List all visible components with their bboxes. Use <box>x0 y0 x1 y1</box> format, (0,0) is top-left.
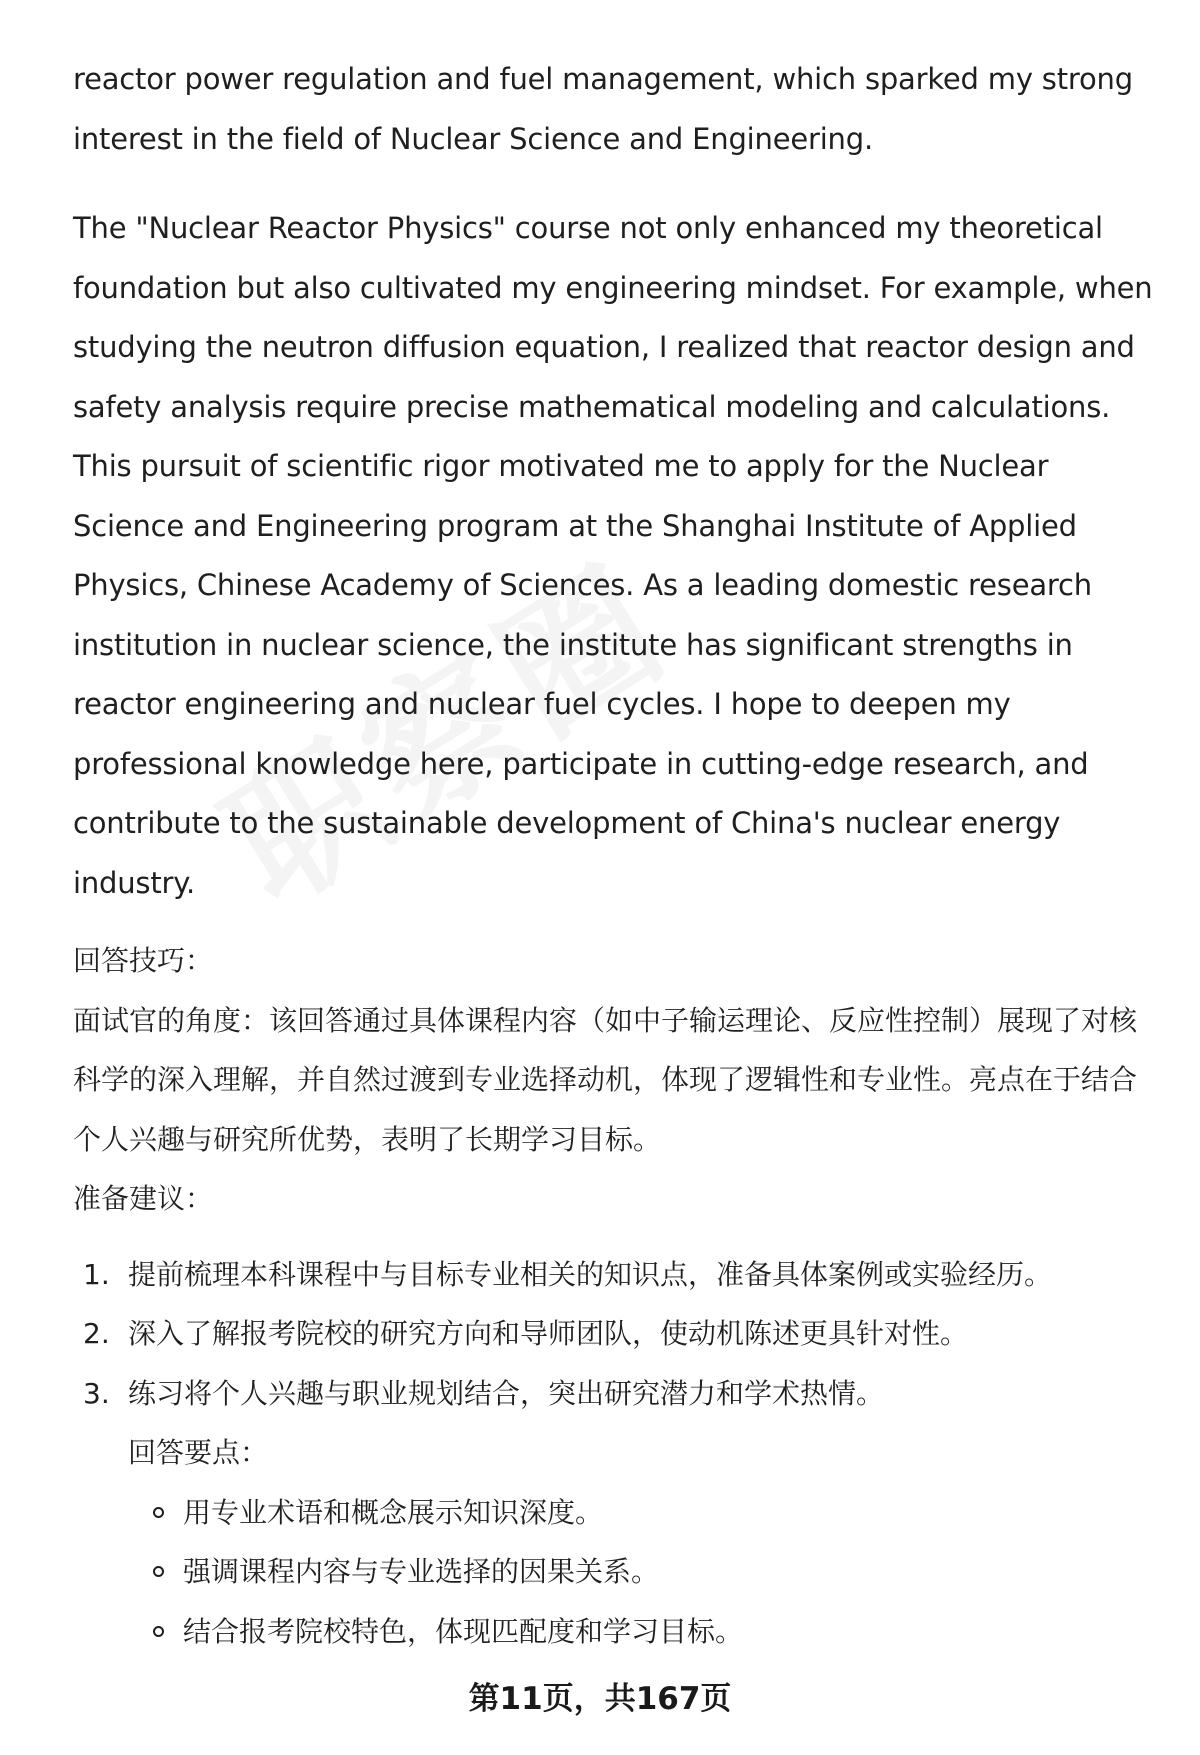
paragraph-course-motivation: The "Nuclear Reactor Physics" course not only enhanced my theoretical foundation but also cultivated my engineering mindset. For example, when studying the neutron diffusion equation, I realized that reactor design and safety analysis require precise mathematical modeling and calculations. This pursuit of scientific rigor motivated me to apply for the Nuclear Science and Engineering program at the Shanghai Institute of Applied Physics, Chinese Academy of Sciences. As a leading domestic research institution in nuclear science, the institute has significant strengths in reactor engineering and nuclear fuel cycles. I hope to deepen my professional knowledge here, participate in cutting-edge research, and contribute to the sustainable development of China's nuclear energy industry. <box>73 211 1153 900</box>
page-number: 第11页，共167页 <box>468 1681 732 1717</box>
list-number: 3. <box>83 1376 110 1410</box>
circle-bullet-icon <box>153 1566 164 1577</box>
paragraph-continued: reactor power regulation and fuel management, which sparked my strong interest in the field of Nuclear Science and Engineering. <box>73 62 1133 156</box>
prep-list <box>73 1245 1163 1424</box>
list-item-text: 练习将个人兴趣与职业规划结合，突出研究潜力和学术热情。 <box>128 1376 885 1410</box>
page-content <box>73 50 1163 1661</box>
list-number: 1. <box>83 1257 110 1291</box>
list-number: 2. <box>83 1317 110 1350</box>
tips-label: 回答技巧： <box>73 944 214 977</box>
list-item <box>128 1602 1163 1662</box>
list-item <box>128 1542 1163 1602</box>
key-points-label: 回答要点： <box>128 1436 269 1469</box>
list-item <box>128 1483 1163 1543</box>
key-points-list <box>128 1483 1163 1662</box>
prep-label: 准备建议： <box>73 1182 214 1215</box>
list-item-text: 深入了解报考院校的研究方向和导师团队，使动机陈述更具针对性。 <box>128 1317 969 1350</box>
list-item <box>73 1245 1163 1305</box>
interviewer-perspective: 面试官的角度：该回答通过具体课程内容（如中子输运理论、反应性控制）展现了对核科学的深入理解，并自然过渡到专业选择动机，体现了逻辑性和专业性。亮点在于结合个人兴趣与研究所优势，表明了长期学习目标。 <box>73 1003 1138 1156</box>
circle-bullet-icon <box>153 1507 164 1518</box>
list-item-text: 用专业术语和概念展示知识深度。 <box>183 1495 604 1529</box>
list-item <box>73 1304 1163 1364</box>
list-item <box>73 1364 1163 1424</box>
list-item-text: 提前梳理本科课程中与目标专业相关的知识点，准备具体案例或实验经历。 <box>128 1257 1053 1291</box>
circle-bullet-icon <box>153 1626 164 1637</box>
list-item-text: 强调课程内容与专业选择的因果关系。 <box>183 1555 660 1588</box>
list-item-text: 结合报考院校特色，体现匹配度和学习目标。 <box>183 1614 744 1648</box>
